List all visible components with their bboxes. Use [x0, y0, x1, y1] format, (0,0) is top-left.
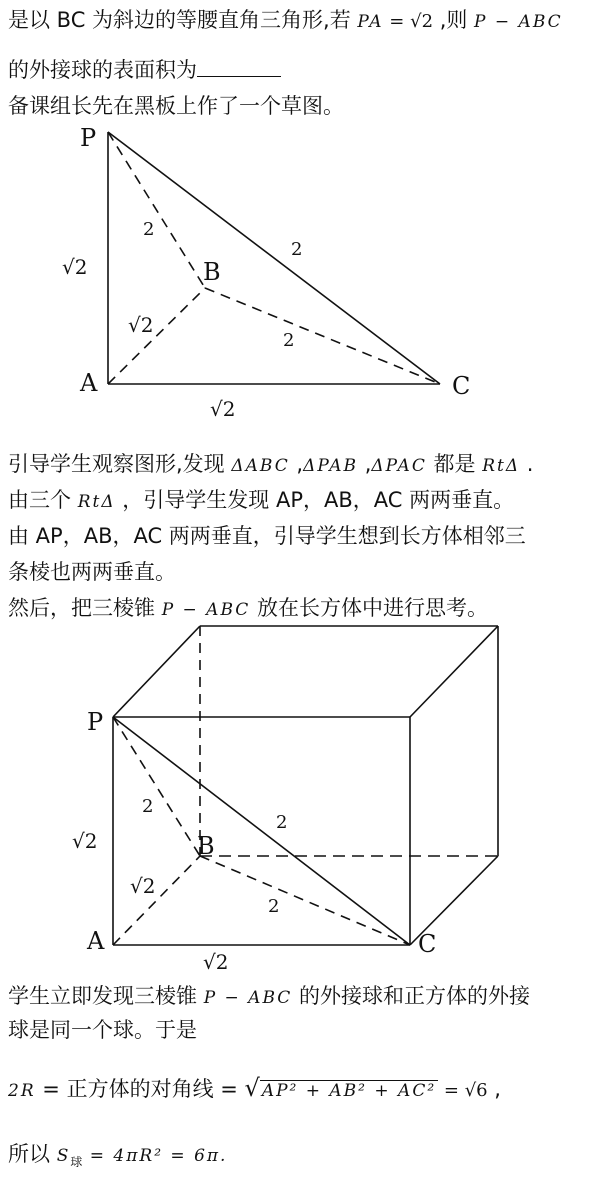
label-ab: √2	[128, 313, 154, 337]
line10-text: 球是同一个球。于是	[8, 1018, 197, 1042]
text-line-3	[8, 92, 344, 120]
edge-bc	[200, 856, 410, 945]
edge-pb	[113, 717, 200, 856]
line9-text: 学生立即发现三棱锥	[8, 984, 204, 1008]
figure-2-cuboid	[0, 622, 614, 972]
label-b: B	[203, 258, 221, 286]
line1-then: ,则	[433, 8, 475, 32]
formula-area: = 4πR² = 6π.	[82, 1146, 228, 1166]
formula-result: √6	[464, 1080, 488, 1101]
answer-blank	[197, 56, 281, 77]
text-line-10	[8, 1016, 197, 1044]
cube-edge-top-right	[410, 626, 498, 717]
line1-eq: =	[383, 11, 411, 32]
line8-text: 然后，把三棱锥	[8, 596, 162, 620]
edge-pc	[113, 717, 410, 945]
figure-1-tetrahedron	[0, 118, 614, 428]
line9-text-b: 的外接球和正方体的外接	[292, 984, 530, 1008]
label-pa: √2	[62, 255, 88, 279]
line9-math: P − ABC	[203, 988, 293, 1008]
line4-text-b: 都是	[426, 452, 483, 476]
line4-end: .	[520, 452, 534, 476]
edge-pb	[108, 132, 205, 288]
line1-pa: PA	[357, 12, 384, 32]
formula-eq2: =	[438, 1080, 465, 1101]
text-line-6	[8, 522, 526, 550]
label-ab: √2	[130, 874, 156, 898]
line2-text: 的外接球的表面积为	[8, 58, 197, 82]
text-line-9	[8, 982, 530, 1012]
edge-ab	[113, 856, 200, 945]
line5-text: 由三个	[8, 488, 78, 512]
formula-end: ,	[487, 1077, 501, 1101]
line3-text: 备课组长先在黑板上作了一个草图。	[8, 94, 344, 118]
label-a: A	[80, 369, 98, 397]
label-p: P	[87, 708, 104, 736]
line8-math: P − ABC	[161, 600, 251, 620]
formula-diagonal	[8, 1074, 501, 1105]
formula-2r: 2R	[8, 1081, 36, 1101]
text-line-8	[8, 594, 488, 624]
line1-text: 是以 BC 为斜边的等腰直角三角形,若	[8, 8, 358, 32]
label-c: C	[418, 930, 437, 958]
line8-text-b: 放在长方体中进行思考。	[250, 596, 488, 620]
edge-ab	[108, 288, 205, 384]
text-line-7	[8, 558, 176, 586]
label-b: B	[197, 832, 215, 860]
formula-s-sub: 球	[70, 1155, 83, 1170]
label-c: C	[452, 372, 471, 400]
formula-eq1: = 正方体的对角线 =	[35, 1077, 245, 1101]
text-line-5	[8, 486, 514, 516]
line4-tri1: ΔABC	[231, 456, 290, 476]
formula-s: S	[56, 1146, 71, 1166]
label-pb: 2	[142, 796, 154, 817]
line4-tri3: ΔPAC	[371, 456, 427, 476]
label-pc: 2	[291, 239, 303, 260]
formula-radicand: AP² + AB² + AC²	[261, 1081, 437, 1101]
line7-text: 条棱也两两垂直。	[8, 560, 176, 584]
line4-tri2: ΔPAB	[303, 456, 359, 476]
text-line-2	[8, 56, 281, 84]
radical-sign: √	[244, 1074, 260, 1102]
line5-rt: RtΔ	[77, 492, 116, 512]
label-pc: 2	[276, 812, 288, 833]
label-bc: 2	[268, 896, 280, 917]
formula-surface-area	[8, 1140, 227, 1176]
line4-rt: RtΔ	[482, 456, 521, 476]
label-p: P	[80, 124, 97, 152]
line4-text: 引导学生观察图形,发现	[8, 452, 232, 476]
edge-bc	[205, 288, 440, 384]
label-ac: √2	[203, 950, 229, 972]
line6-text: 由 AP，AB，AC 两两垂直，引导学生想到长方体相邻三	[8, 524, 526, 548]
line1-pabc: P − ABC	[474, 12, 563, 32]
line5-text-b: ，引导学生发现 AP，AB，AC 两两垂直。	[115, 488, 515, 512]
text-line-4: 引导学生观察图形,发现 ΔABC ,ΔPAB ,ΔPAC 都是 RtΔ .	[8, 452, 534, 476]
label-bc: 2	[283, 330, 295, 351]
label-ac: √2	[210, 397, 236, 421]
line12-text: 所以	[8, 1142, 57, 1166]
label-pa: √2	[72, 829, 98, 853]
edge-pc	[108, 132, 440, 384]
cube-edge-top-left	[113, 626, 200, 717]
line1-sqrt2: √2	[410, 11, 434, 32]
text-line-1	[8, 6, 563, 36]
label-pb: 2	[143, 219, 155, 240]
label-a: A	[87, 927, 105, 955]
